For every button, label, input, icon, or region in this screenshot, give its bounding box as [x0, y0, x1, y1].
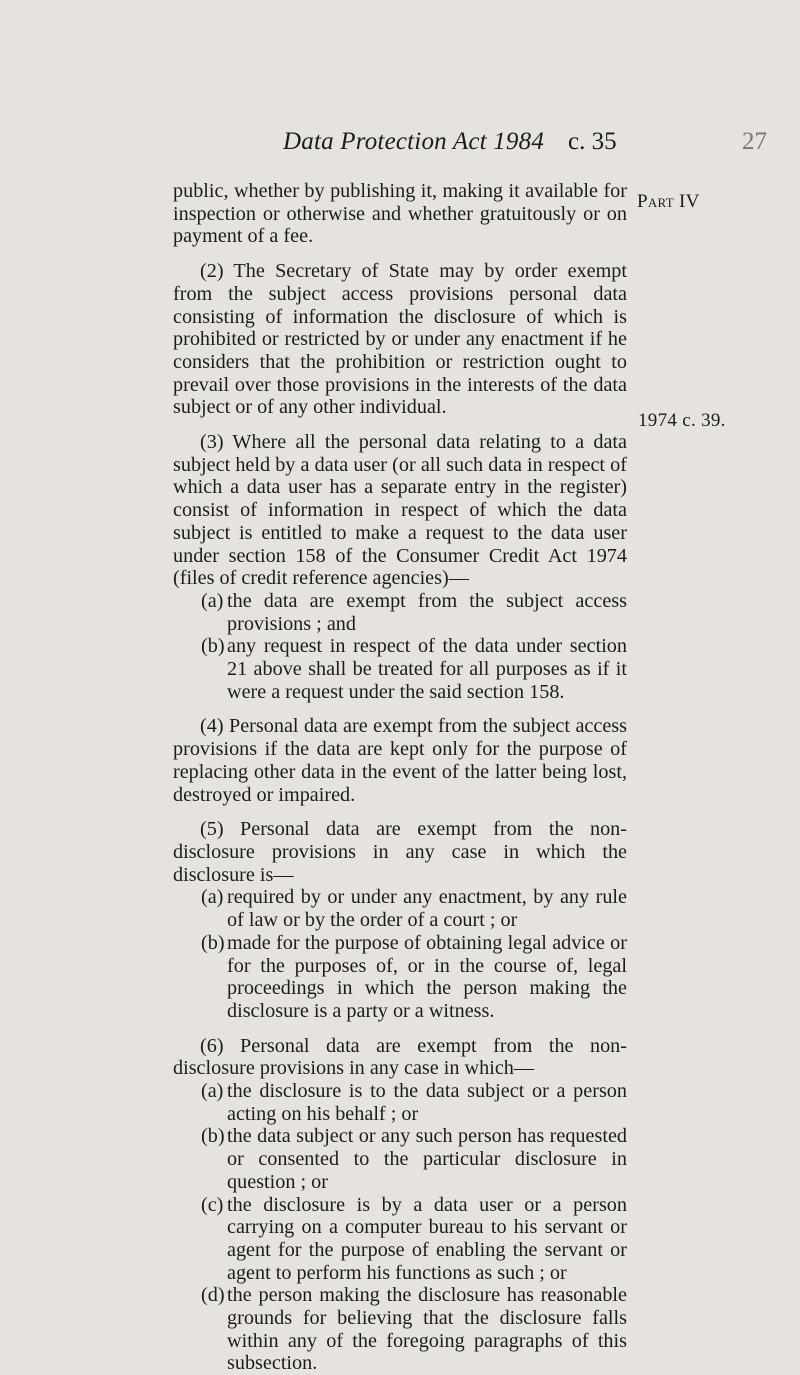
subsection-2: (2) The Secretary of State may by order exempt from the subject access provisions personal data consisting of information the disclosure of which is prohibited or restricted by or under any enactment if he considers that the prohibition or restriction ought to prevail over those provisions in the interests of the data subject or of any other individual.: [173, 260, 627, 419]
list-item: [173, 635, 627, 703]
running-header: [0, 128, 800, 162]
list-item: [173, 1194, 627, 1285]
list-item: [173, 1284, 627, 1375]
item-text: the data subject or any such person has requested or consented to the particular disclosure in question ; or: [227, 1125, 627, 1193]
item-text: made for the purpose of obtaining legal advice or for the purposes of, or in the course of, legal proceedings in which the person making the disclosure is a party or a witness.: [227, 931, 627, 1022]
subsection-5: (5) Personal data are exempt from the non-disclosure provisions in any case in which the disclosure is—: [173, 818, 627, 886]
item-label: (a): [201, 589, 224, 612]
item-text: any request in respect of the data under section 21 above shall be treated for all purposes as if it were a request under the said section 158.: [227, 635, 627, 703]
subsection-4: (4) Personal data are exempt from the subject access provisions if the data are kept only for the purpose of replacing other data in the event of the latter being lost, destroyed or impaired.: [173, 715, 627, 806]
list-item: [173, 932, 627, 1023]
item-text: the disclosure is by a data user or a person carrying on a computer bureau to his servant or agent for the purpose of enabling the servant or agent to perform his functions as such ; or: [227, 1193, 627, 1284]
margin-part-label: Part IV: [637, 191, 700, 212]
item-text: required by or under any enactment, by any rule of law or by the order of a court ; or: [227, 886, 627, 932]
chapter-number: c. 35: [568, 128, 617, 155]
item-label: (a): [201, 886, 224, 909]
item-label: (b): [201, 931, 225, 954]
list-item: [173, 886, 627, 931]
margin-citation: 1974 c. 39.: [638, 410, 726, 431]
subsection-3: (3) Where all the personal data relating to a data subject held by a data user (or all such data in respect of which a data user has a separate entry in the register) consist of information in respect of which the data subject is entitled to make a request to the data user under section 158 of the Consumer Credit Act 1974 (files of credit reference agencies)—: [173, 431, 627, 590]
item-label: (b): [201, 635, 225, 658]
act-title: Data Protection Act 1984: [283, 128, 545, 155]
item-label: (b): [201, 1125, 225, 1148]
list-item: [173, 590, 627, 635]
item-text: the person making the disclosure has reasonable grounds for believing that the disclosure falls within any of the foregoing paragraphs of this subsection.: [227, 1284, 627, 1375]
list-item: [173, 1125, 627, 1193]
section-body: [173, 180, 627, 1375]
item-label: (c): [201, 1193, 224, 1216]
list-item: [173, 1080, 627, 1125]
subsection-6: (6) Personal data are exempt from the non-disclosure provisions in any case in which—: [173, 1034, 627, 1080]
paragraph-continuation: public, whether by publishing it, making it available for inspection or otherwise and whether gratuitously or on payment of a fee.: [173, 180, 627, 248]
item-text: the data are exempt from the subject access provisions ; and: [227, 589, 627, 635]
item-label: (d): [201, 1284, 225, 1307]
page-number: 27: [742, 128, 767, 155]
item-text: the disclosure is to the data subject or a person acting on his behalf ; or: [227, 1080, 627, 1125]
item-label: (a): [201, 1080, 224, 1103]
